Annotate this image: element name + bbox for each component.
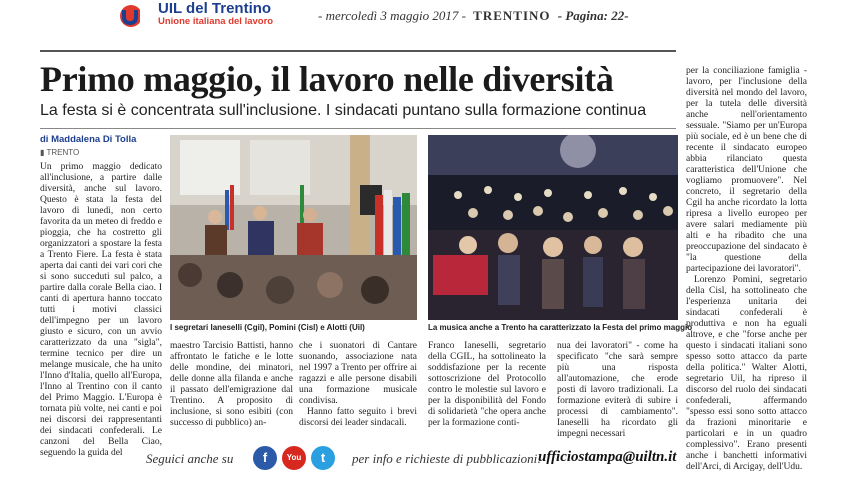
brand-name: UIL del Trentino: [158, 0, 272, 17]
paragraph: che i suonatori di Cantare suonando, associazione nata nel 1997 a Trento per offrire ai ragazzi e alle persone disabili una formazione musicale condivisa.: [299, 341, 417, 406]
text-column-2: [170, 341, 293, 429]
twitter-icon[interactable]: t: [311, 446, 335, 470]
youtube-icon[interactable]: You: [282, 446, 306, 470]
text-column-1: [40, 162, 162, 459]
paragraph: per la conciliazione famiglia - lavoro, per l'inclusione della diversità nel mondo del lavoro, per la tutela delle diversità anche nell'orientamento sessuale. "Siamo per un'Europa più sociale, ed è un bene che di recente il sindacato europeo abbia rilanciato questa caratteristica dell'Unione che vogliamo promuovere". Nel concreto, il segretario della Cgil ha anche ricordato la lotta ripresa a livello europeo per avere salari mediamente più alti e ha ribadito che una preoccupazione del sindacato è "la questione della partecipazione dei lavoratori".: [686, 66, 807, 274]
page-number: - Pagina: 22-: [557, 8, 629, 23]
newspaper-name: TRENTINO: [473, 8, 551, 23]
facebook-icon[interactable]: f: [253, 446, 277, 470]
place-tag: ▮ TRENTO: [40, 148, 80, 157]
brand-block: [158, 1, 273, 27]
article-subtitle: La festa si è concentrata sull'inclusione. I sindacati puntano sulla formazione continua: [40, 102, 647, 119]
photo-segretari: [170, 135, 417, 320]
follow-label: Seguici anche su: [146, 451, 234, 466]
info-label: per info e richieste di pubblicazioni:: [352, 451, 542, 466]
publication-date: - mercoledì 3 maggio 2017 -: [318, 8, 466, 23]
text-column-5: [557, 341, 678, 440]
paragraph: maestro Tarcisio Battisti, hanno affrontato le fatiche e le lotte delle mondine, dei minatori, delle donne alla filanda e anche il passato dell'emigrazione dal Trentino. A proposito di inclusione, si sono esibiti (con successo di pubblico) an-: [170, 341, 293, 428]
dateline: [318, 8, 629, 24]
concert-photo-image: [428, 135, 678, 320]
text-column-6: [686, 66, 807, 473]
text-column-3: [299, 341, 417, 429]
paragraph: Franco Ianeselli, segretario della CGIL, ha sottolineato la soddisfazione per la recente sottoscrizione del Protocollo contro le molestie sul lavoro e per la disponibilità del Fondo di solidarietà "che opera anche per la formazione conti-: [428, 341, 546, 428]
page-footer: [0, 432, 847, 477]
paragraph: Hanno fatto seguito i brevi discorsi dei leader sindacali.: [299, 407, 417, 428]
uil-logo: [112, 4, 150, 28]
paragraph: nua dei lavoratori" - come ha specificato "che sarà sempre più una risposta all'automazione, che erode posti di lavoro tradizionali. La formazione eviterà di subire i processi di cambiamento". Ianeselli ha ricordato gli impegni necessari: [557, 341, 678, 439]
paragraph: Lorenzo Pomini, segretario della Cisl, ha sottolineato che l'esperienza unitaria dei sindacati confederali è produttiva e non ha eguali altrove, e che "forse anche per questo i sindacati italiani sono spesso sotto attacco da parte della politica." Walter Alotti, segretario Uil, ha ripreso il discorso del ruolo dei sindacati confederali, affermando "spesso essi sono sotto attacco da frazioni minoritarie e particolari e in un quadro complessivo". Erano presenti anche i banchetti informativi dell'Arci, di Arcigay, dell'Udu.: [686, 275, 807, 472]
photo-concerto: [428, 135, 678, 320]
byline: di Maddalena Di Tolla: [40, 134, 137, 145]
page-header: [0, 0, 847, 30]
text-column-4: [428, 341, 546, 429]
brand-subtitle: Unione italiana del lavoro: [158, 16, 274, 27]
paragraph: Un primo maggio dedicato all'inclusione, a partire dalle diversità, anche sul lavoro. Questo è stata la festa del lavoro di lunedì, non certo favorita da un meteo di freddo e pioggia, che ha costretto gli organizzatori a spostare la festa a Trento Fiere. La festa è stata aperta dai canti dei vari cori che si sono succeduti sul palco, a partire dalla corale Bella ciao. I canti di apertura hanno toccato tutti i motivi classici dell'impegno per un lavoro giusto e sicuro, con un avvio caratterizzato da una "sigla", termine tecnico per dire un melange musicale, che ha unito l'Inno d'Italia, quello all'Europa, l'Inno al Trentino con il canto del Primo Maggio. L'Europa è tornata più volte, nei canti e poi nei discorsi dei rappresentanti dei sindacati confederali. Le canzoni del Bella Ciao, seguendo la guida del: [40, 162, 163, 458]
photo-caption-1: I segretari Ianeselli (Cgil), Pomini (Cisl) e Alotti (Uil): [170, 323, 365, 332]
top-rule: [40, 50, 676, 52]
stage-photo-image: [170, 135, 417, 320]
article-title: Primo maggio, il lavoro nelle diversità: [40, 59, 614, 99]
photo-caption-2: La musica anche a Trento ha caratterizzato la Festa del primo maggio: [428, 323, 693, 332]
contact-email[interactable]: ufficiostampa@uiltn.it: [538, 449, 677, 465]
title-rule: [40, 128, 676, 129]
